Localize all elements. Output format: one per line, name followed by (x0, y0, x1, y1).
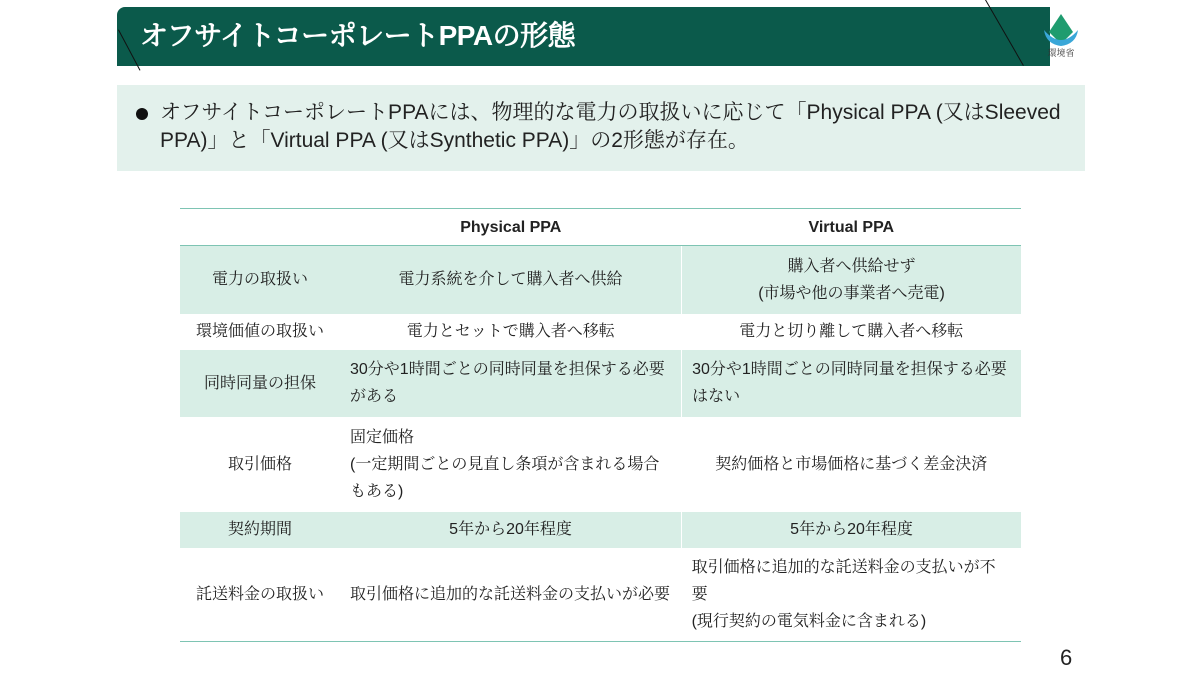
virtual-cell: 5年から20年程度 (682, 512, 1021, 548)
virtual-line: (市場や他の事業者へ売電) (758, 284, 945, 302)
header-physical: Physical PPA (340, 209, 682, 246)
virtual-line: 購入者へ供給せず (787, 257, 916, 275)
page-number: 6 (1060, 645, 1073, 670)
header-virtual: Virtual PPA (682, 209, 1021, 246)
virtual-cell: 電力と切り離して購入者へ移転 (739, 323, 964, 340)
physical-cell: 5年から20年程度 (340, 512, 682, 548)
physical-cell: 電力とセットで購入者へ移転 (406, 323, 615, 340)
table-row (180, 548, 1021, 642)
table-row (180, 314, 1021, 350)
row-label: 契約期間 (180, 512, 340, 548)
physical-cell: 取引価格に追加的な託送料金の支払いが必要 (340, 548, 682, 642)
ministry-logo-text: 環境省 (1047, 48, 1075, 58)
virtual-line: (現行契約の電気料金に含まれる) (691, 612, 927, 630)
physical-cell: 30分や1時間ごとの同時同量を担保する必要がある (340, 350, 682, 417)
virtual-line: 取引価格に追加的な託送料金の支払いが不要 (691, 558, 996, 603)
bullet-icon (136, 108, 148, 120)
table-row (180, 512, 1021, 548)
page-title: オフサイトコーポレートPPAの形態 (140, 20, 576, 51)
header-empty (180, 209, 340, 246)
comparison-table (180, 208, 1021, 642)
row-label: 託送料金の取扱い (180, 548, 340, 642)
row-label: 電力の取扱い (180, 246, 340, 314)
virtual-cell: 契約価格と市場価格に基づく差金決済 (715, 455, 988, 473)
table-row (180, 246, 1021, 314)
row-label: 環境価値の取扱い (195, 323, 324, 340)
physical-line: 固定価格 (350, 428, 415, 446)
virtual-cell (682, 246, 1021, 314)
summary-text: オフサイトコーポレートPPAには、物理的な電力の取扱いに応じて「Physical PPA (又はSleeved PPA)」と「Virtual PPA (又はSynthetic PPA)」の2形態が存在。 (160, 101, 1061, 152)
virtual-cell (682, 548, 1021, 642)
physical-cell: 電力系統を介して購入者へ供給 (340, 246, 682, 314)
virtual-cell: 30分や1時間ごとの同時同量を担保する必要はない (682, 350, 1021, 417)
table-row (180, 417, 1021, 512)
table-header-row (180, 209, 1021, 246)
table-row (180, 350, 1021, 417)
physical-cell (340, 417, 682, 512)
row-label: 同時同量の担保 (180, 350, 340, 417)
physical-line: (一定期間ごとの見直し条項が含まれる場合もある) (350, 455, 660, 500)
row-label: 取引価格 (227, 455, 292, 473)
